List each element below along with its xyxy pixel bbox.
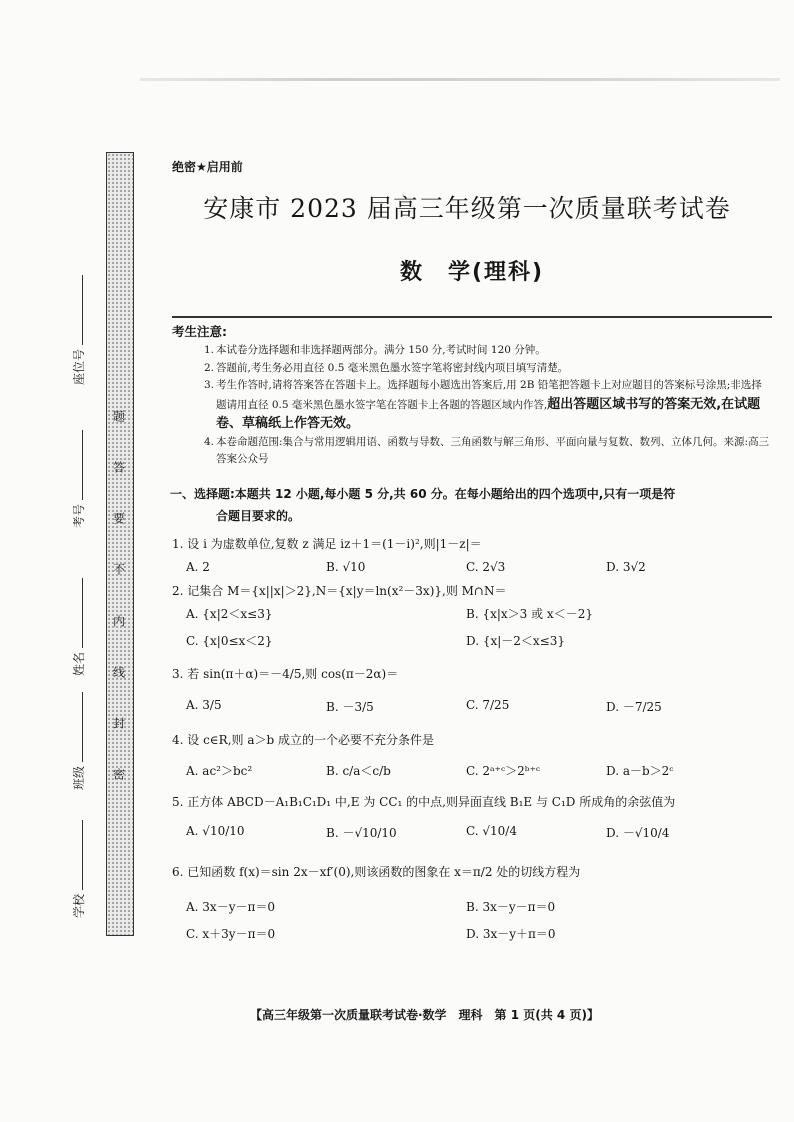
confidential-label: 绝密★启用前 xyxy=(172,160,243,174)
section-heading: 一、选择题:本题共 12 小题,每小题 5 分,共 60 分。在每小题给出的四个选项中,只有一项是符 合题目要求的。 xyxy=(170,486,676,523)
note-emphasis: 超出答题区域书写的答案无效,在试题卷、草稿纸上作答无效。 xyxy=(216,396,761,431)
note-item: 4. 本卷命题范围:集合与常用逻辑用语、函数与导数、三角函数与解三角形、平面向量与复数、数列、立体几何。来源:高三答案公众号 xyxy=(204,435,770,465)
option: D. {x|－2＜x≤3} xyxy=(466,633,565,648)
school-field[interactable]: 学校 xyxy=(70,820,87,918)
exam-title: 安康市 2023 届高三年级第一次质量联考试卷 xyxy=(203,194,731,223)
exam-number-field[interactable]: 考号 xyxy=(70,430,87,528)
option: C. √10/4 xyxy=(466,823,517,838)
option: A. 3/5 xyxy=(186,697,222,712)
option: D. －7/25 xyxy=(606,699,662,714)
option: D. a－b＞2ᶜ xyxy=(606,763,674,778)
note-item: 3. 考生作答时,请将答案答在答题卡上。选择题每小题选出答案后,用 2B 铅笔把答题卡上对应题目的答案标号涂黑;非选择题请用直径 0.5 毫米黑色墨水签字笔在答题卡上各题的答题区域内作答,超出答题区域书写的答案无效,在试题卷、草稿纸上作答无效。 xyxy=(204,379,762,431)
option: D. －√10/4 xyxy=(606,825,670,840)
option: B. √10 xyxy=(326,559,366,574)
binding-char: 不 xyxy=(111,563,126,576)
binding-char: 封 xyxy=(111,716,126,729)
exam-page-content xyxy=(172,150,772,942)
binding-char: 题 xyxy=(111,410,126,422)
scan-artifact-line xyxy=(140,78,780,81)
binding-char: 线 xyxy=(111,665,126,678)
question-stem: 4. 设 c∈R,则 a＞b 成立的一个必要不充分条件是 xyxy=(172,732,434,747)
question-options xyxy=(186,762,772,779)
question-stem: 3. 若 sin(π＋α)＝－4/5,则 cos(π－2α)＝ xyxy=(172,666,399,681)
question-options xyxy=(186,898,772,942)
seat-number-field[interactable]: 座位号 xyxy=(70,275,87,385)
note-item: 2. 答题前,考生务必用直径 0.5 毫米黑色墨水签字笔将密封线内项目填写清楚。 xyxy=(204,361,569,374)
option: A. 3x－y－π＝0 xyxy=(186,899,275,914)
notes-title: 考生注意: xyxy=(172,324,227,339)
binding-char: 要 xyxy=(111,512,126,525)
class-field[interactable]: 班级 xyxy=(70,692,87,790)
subject-title: 数 学(理科) xyxy=(399,260,545,285)
note-item: 1. 本试卷分选择题和非选择题两部分。满分 150 分,考试时间 120 分钟。 xyxy=(204,344,546,356)
question-options xyxy=(186,560,772,574)
page-footer: 【高三年级第一次质量联考试卷·数学 理科 第 1 页(共 4 页)】 xyxy=(250,1008,599,1022)
option: B. c/a＜c/b xyxy=(326,763,391,778)
option: B. {x|x＞3 或 x＜－2} xyxy=(466,606,593,621)
question-stem: 2. 记集合 M＝{x||x|＞2},N＝{x|y＝ln(x²－3x)},则 M∩N＝ xyxy=(172,583,507,598)
option: C. x＋3y－π＝0 xyxy=(186,926,276,941)
option: A. ac²＞bc² xyxy=(186,763,253,778)
question-options xyxy=(186,698,772,715)
option: C. 7/25 xyxy=(466,697,510,712)
binding-char: 密 xyxy=(111,767,126,780)
question-stem: 6. 已知函数 f(x)＝sin 2x－xf′(0),则该函数的图象在 x＝π/2 处的切线方程为 xyxy=(172,864,581,879)
option: A. √10/10 xyxy=(186,823,245,838)
option: C. 2ᵃ⁺ᶜ＞2ᵇ⁺ᶜ xyxy=(466,763,541,778)
option: B. －√10/10 xyxy=(326,825,397,840)
question-stem: 1. 设 i 为虚数单位,复数 z 满足 iz＋1＝(1－i)²,则|1－z|＝ xyxy=(172,536,482,551)
option: D. 3x－y＋π＝0 xyxy=(466,926,556,941)
option: C. 2√3 xyxy=(466,559,506,574)
option: D. 3√2 xyxy=(606,559,646,574)
option: B. －3/5 xyxy=(326,699,374,714)
option: B. 3x－y－π＝0 xyxy=(466,899,556,914)
name-field[interactable]: 姓名 xyxy=(70,578,87,676)
notes-list xyxy=(204,342,772,469)
option: C. {x|0≤x＜2} xyxy=(186,633,273,648)
binding-char: 答 xyxy=(111,461,126,474)
header-divider xyxy=(172,316,772,318)
question-options xyxy=(186,824,772,841)
option: A. {x|2＜x≤3} xyxy=(186,606,273,621)
question-stem: 5. 正方体 ABCD－A₁B₁C₁D₁ 中,E 为 CC₁ 的中点,则异面直线 B₁E 与 C₁D 所成角的余弦值为 xyxy=(172,794,676,809)
option: A. 2 xyxy=(186,559,210,574)
binding-char: 内 xyxy=(111,614,126,627)
binding-warning-text xyxy=(106,410,132,780)
question-options xyxy=(186,605,772,649)
